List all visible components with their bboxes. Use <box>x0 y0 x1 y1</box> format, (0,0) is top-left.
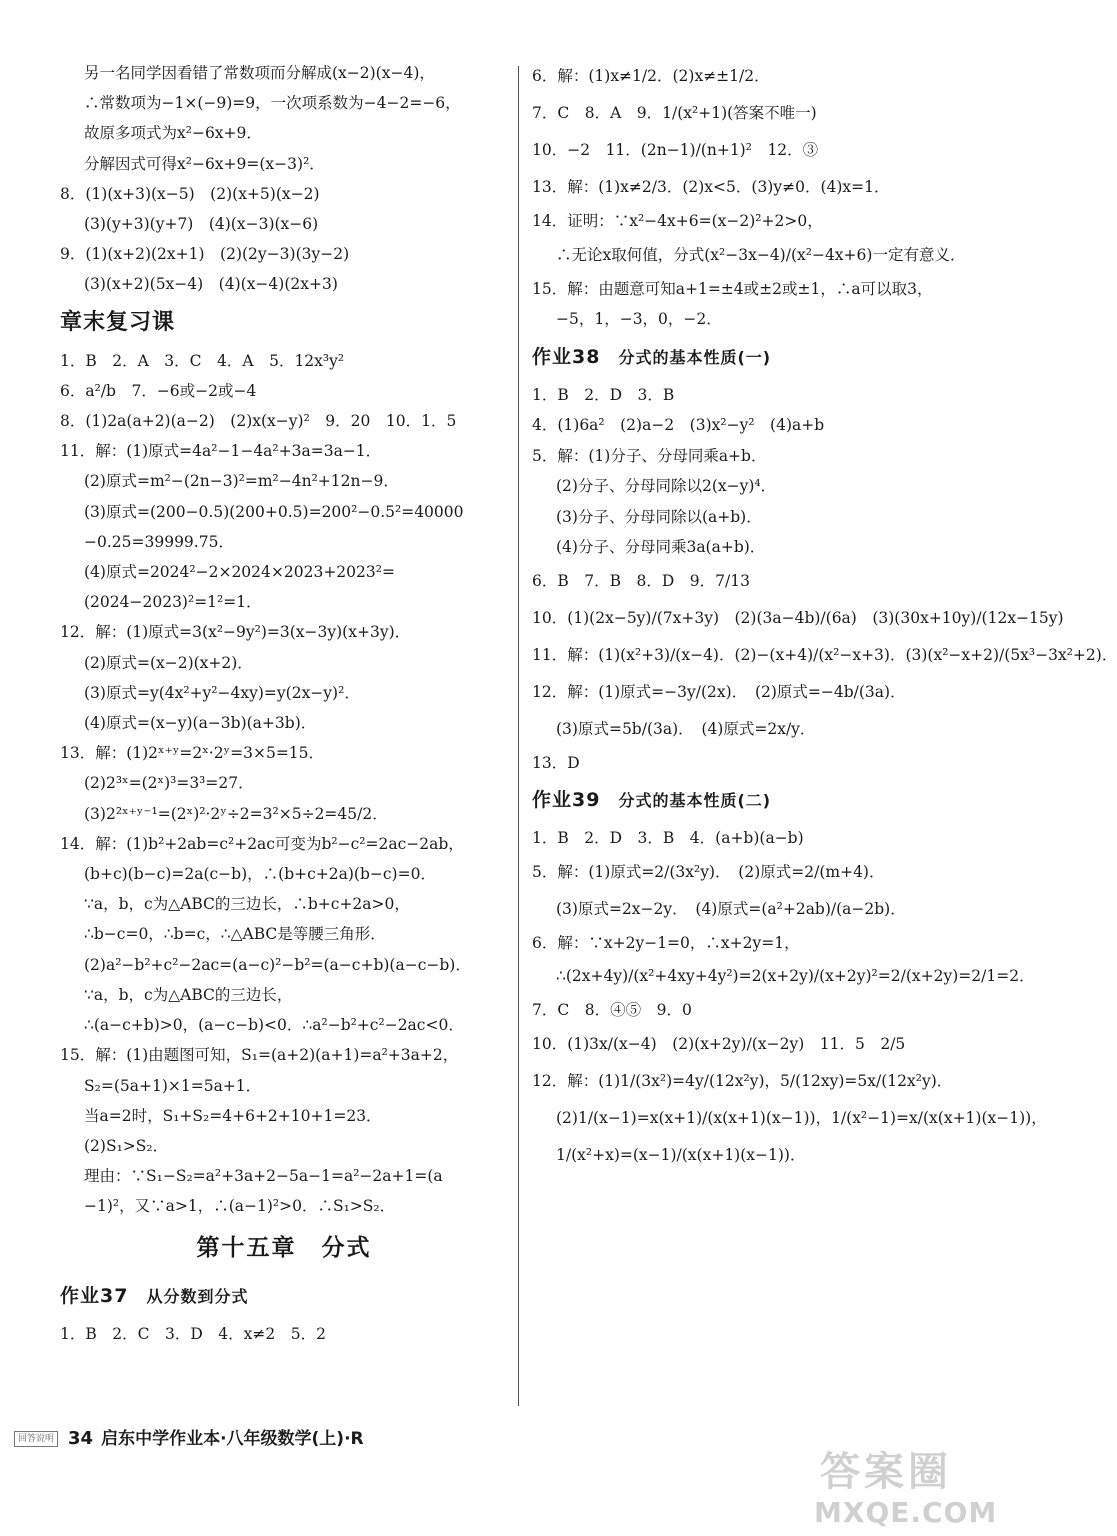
answer-line: 故原多项式为x²−6x+9． <box>84 124 262 143</box>
answer-line: 5．解：(1)分子、分母同乘a+b． <box>532 446 767 465</box>
answer-line: 1．B 2．A 3．C 4．A 5．12x³y² <box>60 351 345 370</box>
left-column <box>60 58 508 1349</box>
answer-line: ∴b−c=0，∴b=c，∴△ABC是等腰三角形． <box>84 925 386 944</box>
column-divider <box>518 66 519 1406</box>
answer-line: (2024−2023)²=1²=1． <box>84 593 262 612</box>
answer-line: (b+c)(b−c)=2a(c−b)，∴(b+c+2a)(b−c)=0． <box>84 865 436 884</box>
answer-line: 15．解：(1)由题图可知，S₁=(a+2)(a+1)=a²+3a+2， <box>60 1046 459 1065</box>
answer-line: 13．D <box>532 753 580 772</box>
watermark-logo: 答案圈 <box>820 1449 952 1495</box>
answer-line: ∴无论x取何值，分式(x²−3x−4)/(x²−4x+6)一定有意义． <box>556 245 966 264</box>
answer-line: (2)a²−b²+c²−2ac=(a−c)²−b²=(a−c+b)(a−c−b)． <box>84 955 471 974</box>
answer-line: (2)1/(x−1)=x(x+1)/(x(x+1)(x−1))，1/(x²−1)=x/(x(x+1)(x−1))， <box>556 1108 1047 1127</box>
answer-line: ∵a，b，c为△ABC的三边长， <box>84 985 293 1004</box>
answer-line: 12．解：(1)1/(3x²)=4y/(12x²y)，5/(12xy)=5x/(12x²y)． <box>532 1071 953 1090</box>
answer-line: (2)2³ˣ=(2ˣ)³=3³=27． <box>84 774 254 793</box>
answer-line: 1．B 2．D 3．B <box>532 385 675 404</box>
answer-line: 6．B 7．B 8．D 9．7/13 <box>532 571 750 590</box>
answer-line: 10．−2 11．(2n−1)/(n+1)² 12．③ <box>532 141 819 159</box>
answer-line: S₂=(5a+1)×1=5a+1． <box>84 1076 262 1095</box>
answer-line: 7．C 8．④⑤ 9．0 <box>532 1001 692 1019</box>
answer-line: 6．解：∵x+2y−1=0，∴x+2y=1， <box>532 933 800 952</box>
assignment-heading <box>60 1274 508 1319</box>
answer-line: 10．(1)(2x−5y)/(7x+3y) (2)(3a−4b)/(6a) (3)(30x+10y)/(12x−15y) <box>532 608 1064 627</box>
answer-line: (3)(x+2)(5x−4) (4)(x−4)(2x+3) <box>84 275 338 294</box>
answer-line: 1．B 2．D 3．B 4．(a+b)(a−b) <box>532 829 804 847</box>
answer-line: 12．解：(1)原式=3(x²−9y²)=3(x−3y)(x+3y)． <box>60 623 411 642</box>
assignment-number: 作业39 <box>532 789 601 811</box>
answer-line: (3)分子、分母同除以(a+b)． <box>556 507 762 526</box>
answer-line: 7．C 8．A 9．1/(x²+1)(答案不唯一) <box>532 104 817 122</box>
answer-line: 另一名同学因看错了常数项而分解成(x−2)(x−4)， <box>84 64 435 82</box>
watermark-url: MXQE.COM <box>814 1496 998 1529</box>
assignment-number: 作业37 <box>60 1284 129 1307</box>
answer-line: 4．(1)6a² (2)a−2 (3)x²−y² (4)a+b <box>532 416 825 434</box>
answer-line: 14．证明：∵x²−4x+6=(x−2)²+2>0， <box>532 212 823 230</box>
answer-line: (2)原式=(x−2)(x+2)． <box>84 653 253 672</box>
answer-line: 理由：∵S₁−S₂=a²+3a+2−5a−1=a²−2a+1=(a <box>84 1167 443 1186</box>
answer-line: 分解因式可得x²−6x+9=(x−3)²． <box>84 154 325 173</box>
answer-line: ∴常数项为−1×(−9)=9，一次项系数为−4−2=−6， <box>84 94 461 113</box>
answer-line: −5，1，−3，0，−2． <box>556 310 722 328</box>
answer-line: (2)原式=m²−(2n−3)²=m²−4n²+12n−9． <box>84 472 399 491</box>
page-footer <box>14 1424 364 1454</box>
answer-line: (3)原式=(200−0.5)(200+0.5)=200²−0.5²=40000 <box>84 502 464 521</box>
answer-line: −1)²，又∵a>1，∴(a−1)²>0．∴S₁>S₂． <box>84 1197 396 1216</box>
answer-line: ∴(a−c+b)>0，(a−c−b)<0．∴a²−b²+c²−2ac<0． <box>84 1016 464 1035</box>
answer-line: 11．解：(1)(x²+3)/(x−4)．(2)−(x+4)/(x²−x+3)．(3)(x²−x+2)/(5x³−3x²+2)． <box>532 645 1117 664</box>
answer-line: 12．解：(1)原式=−3y/(2x)． (2)原式=−4b/(3a)． <box>532 682 906 701</box>
page-number: 34 <box>68 1428 94 1449</box>
answer-line: (4)原式=2024²−2×2024×2023+2023²= <box>84 563 395 582</box>
answer-line: (4)原式=(x−y)(a−3b)(a+3b)． <box>84 714 317 733</box>
answer-line: 5．解：(1)原式=2/(3x²y)． (2)原式=2/(m+4)． <box>532 862 885 881</box>
assignment-title: 分式的基本性质(二) <box>618 791 772 810</box>
right-column <box>532 58 1117 1174</box>
answer-line: −0.25=39999.75． <box>84 532 234 551</box>
assignment-title: 分式的基本性质(一) <box>618 347 772 367</box>
book-title: 启东中学作业本·八年级数学(上)·R <box>101 1429 364 1449</box>
answer-line: 14．解：(1)b²+2ab=c²+2ac可变为b²−c²=2ac−2ab， <box>60 834 464 853</box>
answer-line: (2)分子、分母同除以2(x−y)⁴． <box>556 477 777 495</box>
answer-line: 8．(1)(x+3)(x−5) (2)(x+5)(x−2) <box>60 184 320 203</box>
answer-line: 1/(x²+x)=(x−1)/(x(x+1)(x−1))． <box>556 1145 806 1164</box>
answer-line: 当a=2时，S₁+S₂=4+6+2+10+1=23． <box>84 1106 382 1125</box>
answer-line: (3)2²ˣ⁺ʸ⁻¹=(2ˣ)²·2ʸ÷2=3²×5÷2=45/2． <box>84 804 388 823</box>
answer-line: 15．解：由题意可知a+1=±4或±2或±1，∴a可以取3， <box>532 279 933 298</box>
answer-line: (4)分子、分母同乘3a(a+b)． <box>556 538 766 556</box>
answer-line: (3)原式=y(4x²+y²−4xy)=y(2x−y)²． <box>84 683 360 702</box>
answer-line: 6．a²/b 7．−6或−2或−4 <box>60 381 257 400</box>
assignment-number: 作业38 <box>532 345 601 368</box>
assignment-title: 从分数到分式 <box>146 1286 249 1306</box>
answer-line: 13．解：(1)x≠2/3．(2)x<5．(3)y≠0．(4)x=1． <box>532 178 890 196</box>
answer-line: (3)原式=5b/(3a)． (4)原式=2x/y． <box>556 719 816 738</box>
answer-line: 8．(1)2a(a+2)(a−2) (2)x(x−y)² 9．20 10．1．5 <box>60 412 457 431</box>
answer-line: (3)原式=2x−2y． (4)原式=(a²+2ab)/(a−2b)． <box>556 899 906 918</box>
answer-line: (3)(y+3)(y+7) (4)(x−3)(x−6) <box>84 215 319 234</box>
answer-line: 1．B 2．C 3．D 4．x≠2 5．2 <box>60 1324 326 1343</box>
answer-line: ∴(2x+4y)/(x²+4xy+4y²)=2(x+2y)/(x+2y)²=2/(x+2y)=2/1=2． <box>556 967 1035 985</box>
footer-tag: 回答说明 <box>14 1431 58 1447</box>
chapter-heading: 第十五章 分式 <box>196 1234 372 1261</box>
assignment-heading <box>532 335 952 380</box>
answer-line: ∵a，b，c为△ABC的三边长，∴b+c+2a>0， <box>84 895 410 914</box>
answer-line: 13．解：(1)2ˣ⁺ʸ=2ˣ·2ʸ=3×5=15． <box>60 744 325 763</box>
answer-line: 10．(1)3x/(x−4) (2)(x+2y)/(x−2y) 11．5 2/5 <box>532 1034 906 1053</box>
watermark <box>800 1440 998 1534</box>
answer-line: (2)S₁>S₂． <box>84 1136 169 1155</box>
answer-line: 11．解：(1)原式=4a²−1−4a²+3a=3a−1． <box>60 442 382 461</box>
section-heading: 章末复习课 <box>60 309 176 335</box>
assignment-heading <box>532 778 952 823</box>
answer-line: 9．(1)(x+2)(2x+1) (2)(2y−3)(3y−2) <box>60 245 350 264</box>
answer-line: 6．解：(1)x≠1/2．(2)x≠±1/2． <box>532 67 770 85</box>
